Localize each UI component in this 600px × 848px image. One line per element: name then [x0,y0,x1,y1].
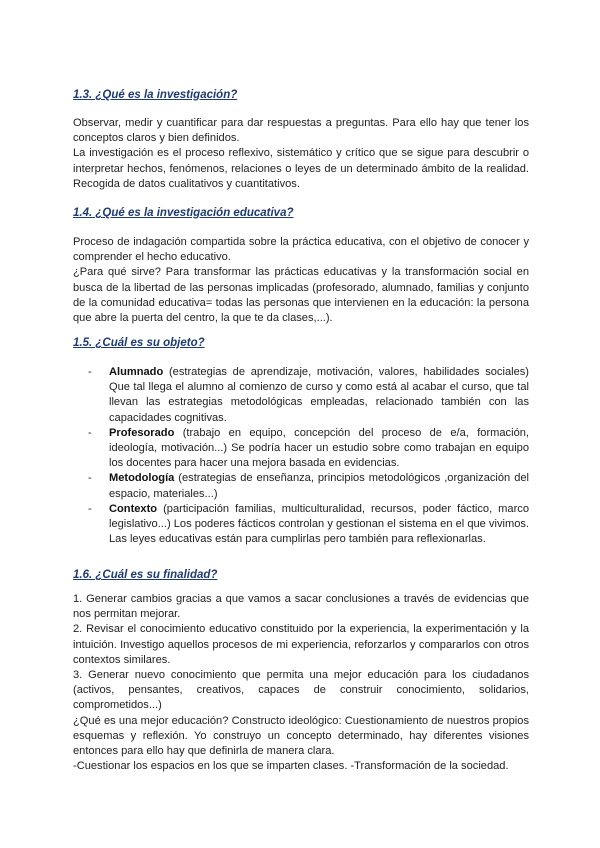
paragraph: ¿Qué es una mejor educación? Constructo ideológico: Cuestionamiento de nuestros propios esquemas y reflexión. Yo construyo un concepto determinado, hay diferentes visiones entonces para ello hay que definirla de manera clara. [73,714,529,758]
list-item-term: Metodología [109,472,175,485]
section-heading-1-5: 1.5. ¿Cuál es su objeto? [73,337,205,349]
paragraph: 1. Generar cambios gracias a que vamos a sacar conclusiones a través de evidencias que nos permitan mejorar. [73,593,529,621]
section-body-1-4 [73,235,529,326]
paragraph: Proceso de indagación compartida sobre la práctica educativa, con el objetivo de conocer y comprender el hecho educativo. [73,236,529,264]
paragraph: -Cuestionar los espacios en los que se imparten clases. -Transformación de la sociedad. [73,760,509,773]
list-item-contexto [88,502,529,548]
list-item-text: (trabajo en equipo, concepción del proceso de e/a, formación, ideología, motivación...) Se podría hacer un estudio sobre como trabajan en equipo los docentes para hacer una mejora basada en evidencias. [109,426,529,470]
list-item-term: Profesorado [109,426,175,439]
paragraph: 2. Revisar el conocimiento educativo constituido por la experiencia, la experimentación y la intuición. Investigo aquellos procesos de mi experiencia, reforzarlos y compararlos con otros contextos similares. [73,623,529,666]
bullet-dash: - [88,472,92,485]
section-body-1-3 [73,116,529,192]
list-item-term: Contexto [109,502,158,515]
paragraph: 3. Generar nuevo conocimiento que permita una mejor educación para los ciudadanos (activos, pensantes, creativos, capaces de construir conocimiento, solidarios, comprometidos...) [73,669,529,712]
list-item-text: (participación familias, multiculturalidad, recursos, poder fáctico, marco legislativo...) Los poderes fácticos controlan y gestionan el sistema en el que vivimos. Las leyes educativas están para cumplirlas pero también para reflexionarlas. [109,502,529,546]
section-heading-1-6: 1.6. ¿Cuál es su finalidad? [73,569,218,581]
paragraph: Observar, medir y cuantificar para dar respuestas a preguntas. Para ello hay que tener los conceptos claros y bien definidos. [73,117,529,145]
list-item-text: (estrategias de enseñanza, principios metodológicos ,organización del espacio, materiales...) [109,472,529,500]
paragraph: La investigación es el proceso reflexivo, sistemático y crítico que se sigue para descubrir o interpretar hechos, fenómenos, relaciones o leyes de un determinado ámbito de la realidad. Recogida de datos cualitativos y cuantitativos. [73,147,529,190]
section-body-1-6 [73,592,529,774]
list-item-term: Alumnado [109,366,164,378]
section-heading-1-3: 1.3. ¿Qué es la investigación? [73,89,238,101]
bullet-dash: - [88,426,92,439]
bullet-dash: - [88,366,92,378]
paragraph: ¿Para qué sirve? Para transformar las prácticas educativas y la transformación social en busca de la libertad de las personas implicadas (profesorado, alumnado, familias y conjunto de la comunidad educativa= todas las personas que intervienen en la educación: la persona que abre la puerta del centro, la que te da clases,...). [73,266,529,325]
list-item-text: (estrategias de aprendizaje, motivación, valores, habilidades sociales) Que tal llega el alumno al comienzo de curso y como está al acabar el curso, que tal llevan las estrategias metodológicas empleadas, relacionado también con las capacidades cognitivas. [109,366,529,424]
list-item-profesorado [88,426,529,472]
section-heading-1-4: 1.4. ¿Qué es la investigación educativa? [73,207,294,219]
bullet-dash: - [88,502,92,515]
list-item-alumnado [88,365,529,426]
object-list [88,365,529,547]
list-item-metodologia [88,471,529,501]
